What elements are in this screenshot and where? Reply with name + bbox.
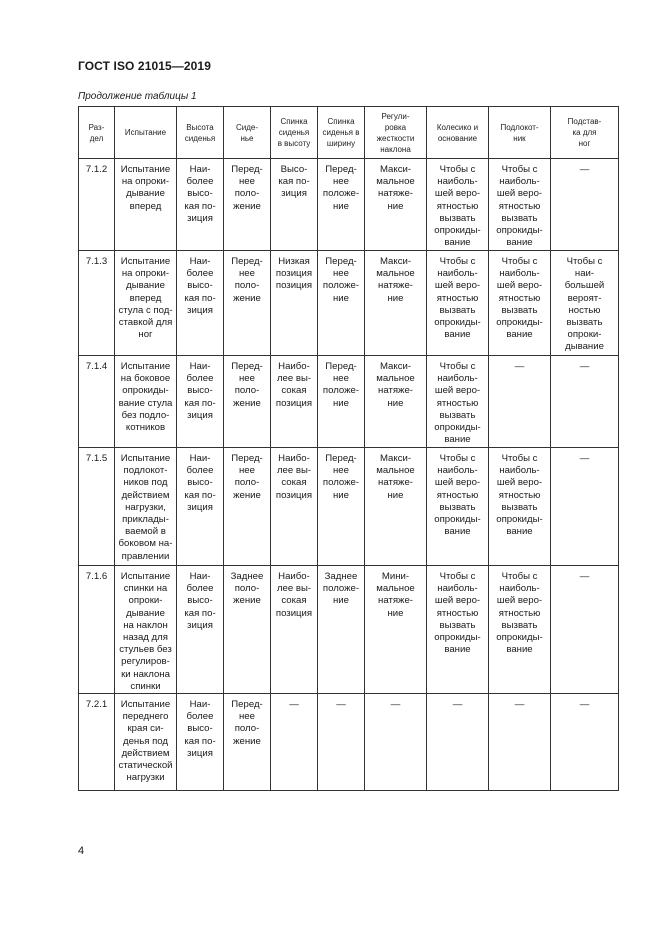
table-row <box>79 356 619 448</box>
column-header-footrest: Подстав- ка для ног <box>551 107 619 159</box>
section-cell: 7.2.1 <box>79 694 115 791</box>
section-cell: 7.1.6 <box>79 566 115 694</box>
seat-height-cell: Наи- более высо- кая по- зиция <box>177 159 224 251</box>
seat-height-cell: Наи- более высо- кая по- зиция <box>177 448 224 566</box>
backrest-height-cell: Низкая позиция позиция <box>271 251 318 356</box>
footrest-cell: — <box>551 356 619 448</box>
seat-height-cell: Наи- более высо- кая по- зиция <box>177 694 224 791</box>
tilt-tension-cell: Макси- мальное натяже- ние <box>365 448 427 566</box>
test-cell: Испытание на опроки- дывание вперед <box>115 159 177 251</box>
table-row <box>79 566 619 694</box>
armrest-cell: — <box>489 356 551 448</box>
backrest-height-cell: — <box>271 694 318 791</box>
table-row <box>79 251 619 356</box>
document-title: ГОСТ ISO 21015—2019 <box>78 59 211 73</box>
column-header-test: Испытание <box>115 107 177 159</box>
seat-cell: Перед- нее поло- жение <box>224 251 271 356</box>
footrest-cell: — <box>551 159 619 251</box>
test-cell: Испытание спинки на опроки- дывание на наклон назад для стульев без регулиров- ки наклона спинки <box>115 566 177 694</box>
column-header-armrest: Подлокот- ник <box>489 107 551 159</box>
castors-base-cell: Чтобы с наиболь- шей веро- ятностью вызвать опрокиды- вание <box>427 566 489 694</box>
seat-cell: Заднее поло- жение <box>224 566 271 694</box>
table-header-row <box>79 107 619 159</box>
seat-height-cell: Наи- более высо- кая по- зиция <box>177 356 224 448</box>
column-header-seat-height: Высота сиденья <box>177 107 224 159</box>
tilt-tension-cell: Макси- мальное натяже- ние <box>365 251 427 356</box>
castors-base-cell: Чтобы с наиболь- шей веро- ятностью вызвать опрокиды- вание <box>427 159 489 251</box>
seat-cell: Перед- нее поло- жение <box>224 694 271 791</box>
section-cell: 7.1.2 <box>79 159 115 251</box>
castors-base-cell: Чтобы с наиболь- шей веро- ятностью вызвать опрокиды- вание <box>427 251 489 356</box>
armrest-cell: Чтобы с наиболь- шей веро- ятностью вызвать опрокиды- вание <box>489 251 551 356</box>
seat-cell: Перед- нее поло- жение <box>224 159 271 251</box>
backrest-height-cell: Высо- кая по- зиция <box>271 159 318 251</box>
armrest-cell: Чтобы с наиболь- шей веро- ятностью вызвать опрокиды- вание <box>489 566 551 694</box>
tilt-tension-cell: Мини- мальное натяже- ние <box>365 566 427 694</box>
seat-height-cell: Наи- более высо- кая по- зиция <box>177 566 224 694</box>
backrest-width-cell: Перед- нее положе- ние <box>318 448 365 566</box>
section-cell: 7.1.5 <box>79 448 115 566</box>
backrest-width-cell: Перед- нее положе- ние <box>318 356 365 448</box>
backrest-height-cell: Наибо- лее вы- сокая позиция <box>271 448 318 566</box>
test-cell: Испытание на боковое опрокиды- вание стула без подло- котников <box>115 356 177 448</box>
footrest-cell: Чтобы с наи- большей вероят- ностью вызвать опроки- дывание <box>551 251 619 356</box>
armrest-cell: Чтобы с наиболь- шей веро- ятностью вызвать опрокиды- вание <box>489 159 551 251</box>
table-row <box>79 694 619 791</box>
column-header-castors-base: Колесико и основание <box>427 107 489 159</box>
seat-cell: Перед- нее поло- жение <box>224 356 271 448</box>
table-row <box>79 448 619 566</box>
backrest-width-cell: Перед- нее положе- ние <box>318 251 365 356</box>
backrest-height-cell: Наибо- лее вы- сокая позиция <box>271 566 318 694</box>
backrest-width-cell: Перед- нее положе- ние <box>318 159 365 251</box>
table-row <box>79 159 619 251</box>
column-header-backrest-width: Спинка сиденья в ширину <box>318 107 365 159</box>
castors-base-cell: Чтобы с наиболь- шей веро- ятностью вызвать опрокиды- вание <box>427 356 489 448</box>
seat-height-cell: Наи- более высо- кая по- зиция <box>177 251 224 356</box>
castors-base-cell: — <box>427 694 489 791</box>
tilt-tension-cell: Макси- мальное натяже- ние <box>365 159 427 251</box>
section-cell: 7.1.3 <box>79 251 115 356</box>
test-cell: Испытание подлокот- ников под действием нагрузки, приклады- ваемой в боковом на- правлении <box>115 448 177 566</box>
section-cell: 7.1.4 <box>79 356 115 448</box>
page-number: 4 <box>78 845 85 857</box>
column-header-backrest-height: Спинка сиденья в высоту <box>271 107 318 159</box>
seat-cell: Перед- нее поло- жение <box>224 448 271 566</box>
backrest-height-cell: Наибо- лее вы- сокая позиция <box>271 356 318 448</box>
armrest-cell: — <box>489 694 551 791</box>
test-conditions-table <box>78 106 619 791</box>
column-header-tilt-tension: Регули- ровка жесткости наклона <box>365 107 427 159</box>
footrest-cell: — <box>551 566 619 694</box>
test-cell: Испытание на опроки- дывание вперед стула с под- ставкой для ног <box>115 251 177 356</box>
tilt-tension-cell: — <box>365 694 427 791</box>
footrest-cell: — <box>551 694 619 791</box>
backrest-width-cell: — <box>318 694 365 791</box>
footrest-cell: — <box>551 448 619 566</box>
backrest-width-cell: Заднее положе- ние <box>318 566 365 694</box>
castors-base-cell: Чтобы с наиболь- шей веро- ятностью вызвать опрокиды- вание <box>427 448 489 566</box>
tilt-tension-cell: Макси- мальное натяже- ние <box>365 356 427 448</box>
armrest-cell: Чтобы с наиболь- шей веро- ятностью вызвать опрокиды- вание <box>489 448 551 566</box>
column-header-section: Раз- дел <box>79 107 115 159</box>
column-header-seat: Сиде- нье <box>224 107 271 159</box>
table-caption: Продолжение таблицы 1 <box>78 91 197 102</box>
test-cell: Испытание переднего края си- денья под действием статической нагрузки <box>115 694 177 791</box>
